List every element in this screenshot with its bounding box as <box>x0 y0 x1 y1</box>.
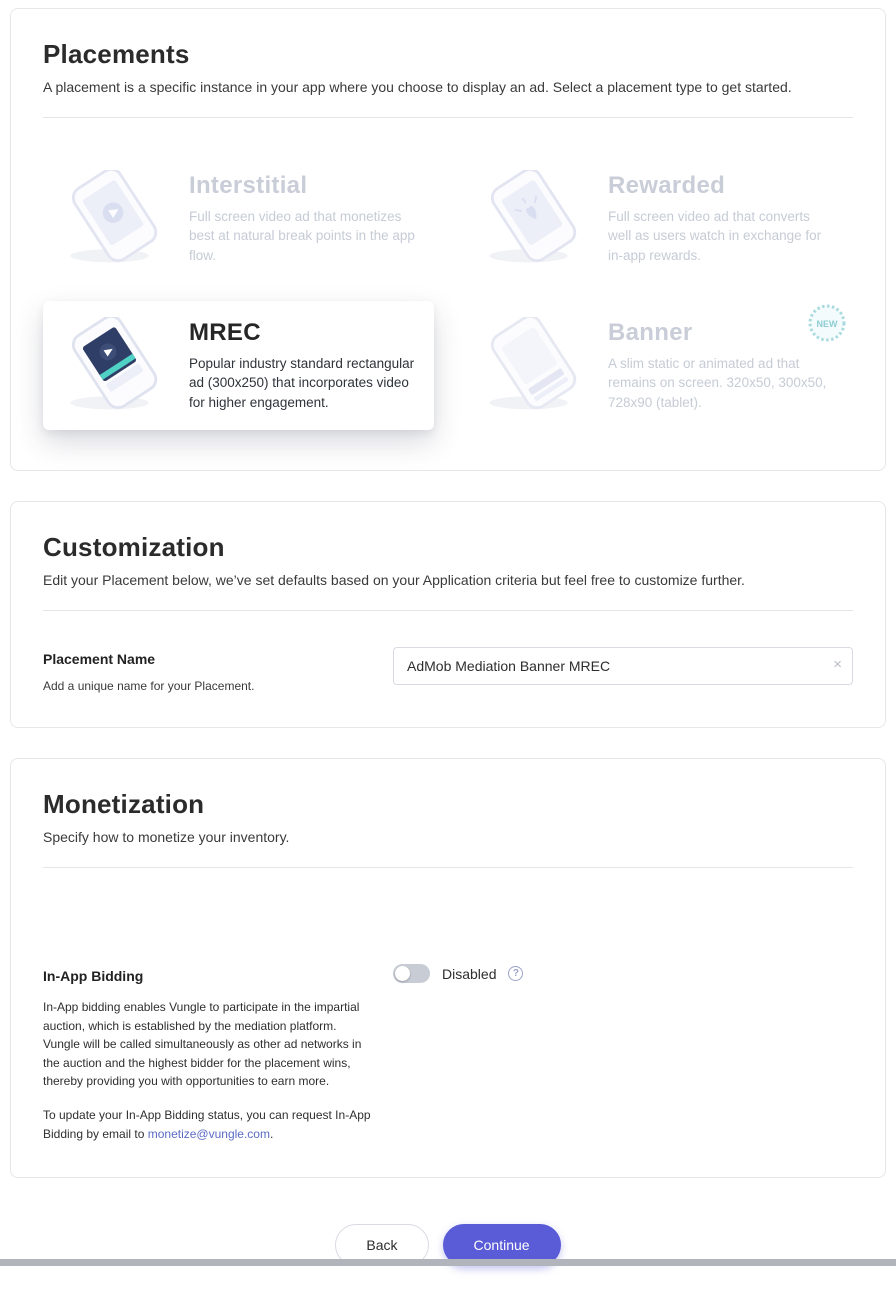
placements-card <box>10 8 886 471</box>
update-note-suffix: . <box>269 1126 274 1141</box>
placement-type-mrec[interactable] <box>43 301 434 430</box>
monetization-subtitle: Specify how to monetize your inventory. <box>43 829 290 845</box>
interstitial-text <box>189 172 416 266</box>
customization-divider <box>43 610 853 611</box>
new-badge <box>807 303 847 343</box>
interstitial-phone-icon <box>61 170 173 267</box>
banner-text <box>608 319 835 413</box>
in-app-bidding-label: In-App Bidding <box>43 968 144 984</box>
rewarded-text <box>608 172 835 266</box>
placement-name-row <box>43 647 853 693</box>
continue-button[interactable]: Continue <box>443 1224 561 1266</box>
customization-title: Customization <box>43 532 225 562</box>
placements-subtitle: A placement is a specific instance in your app where you choose to display an ad. Select a placement type to get started. <box>43 79 792 95</box>
customization-card <box>10 501 886 728</box>
placement-type-grid <box>43 154 853 436</box>
in-app-bidding-description: In-App bidding enables Vungle to participate in the impartial auction, which is established by the mediation platform. Vungle will be called simultaneously as other ad networks in the auction and the highest bidder for the placement wins, thereby providing you with opportunities to earn more. <box>43 1000 362 1089</box>
banner-description: A slim static or animated ad that remains on screen. 320x50, 300x50, 728x90 (tablet). <box>608 355 827 410</box>
back-button[interactable]: Back <box>335 1224 428 1266</box>
svg-text:NEW: NEW <box>816 319 838 329</box>
banner-name: Banner <box>608 318 693 346</box>
in-app-bidding-update-note <box>43 1106 373 1143</box>
interstitial-description: Full screen video ad that monetizes best at natural break points in the app flow. <box>189 208 415 263</box>
in-app-bidding-toggle[interactable] <box>393 964 430 983</box>
interstitial-name: Interstitial <box>189 171 308 199</box>
customization-subtitle: Edit your Placement below, we’ve set defaults based on your Application criteria but feel free to customize further. <box>43 572 745 588</box>
mrec-phone-icon <box>61 317 173 414</box>
placement-name-help: Add a unique name for your Placement. <box>43 679 255 693</box>
placement-name-label: Placement Name <box>43 651 156 667</box>
update-note-text: To update your In-App Bidding status, you can request In-App Bidding by email to <box>43 1107 371 1141</box>
placements-divider <box>43 117 853 118</box>
placement-name-field-wrap <box>393 647 853 685</box>
monetize-email-link[interactable]: monetize@vungle.com <box>147 1126 270 1141</box>
monetization-title: Monetization <box>43 789 205 819</box>
mrec-name: MREC <box>189 318 261 346</box>
in-app-bidding-status: Disabled <box>442 965 497 982</box>
placement-type-banner[interactable] <box>462 301 853 430</box>
rewarded-description: Full screen video ad that converts well as users watch in exchange for in-app rewards. <box>608 208 822 263</box>
banner-phone-icon <box>480 317 592 414</box>
in-app-bidding-control <box>393 964 853 983</box>
placement-type-interstitial[interactable] <box>43 154 434 283</box>
placements-title: Placements <box>43 39 190 69</box>
monetization-divider <box>43 867 853 868</box>
rewarded-name: Rewarded <box>608 171 726 199</box>
clear-input-icon[interactable]: × <box>833 656 842 673</box>
in-app-bidding-row <box>43 964 853 1143</box>
help-icon[interactable]: ? <box>508 966 523 981</box>
mrec-text <box>189 319 416 413</box>
bottom-edge-strip <box>0 1259 896 1266</box>
in-app-bidding-labels <box>43 964 393 1143</box>
mrec-description: Popular industry standard rectangular ad (300x250) that incorporates video for higher engagement. <box>189 355 415 410</box>
placement-type-rewarded[interactable] <box>462 154 853 283</box>
rewarded-phone-icon <box>480 170 592 267</box>
toggle-knob <box>395 966 410 981</box>
placement-name-labels <box>43 647 393 693</box>
monetization-card <box>10 758 886 1178</box>
placement-name-input[interactable] <box>393 647 853 685</box>
